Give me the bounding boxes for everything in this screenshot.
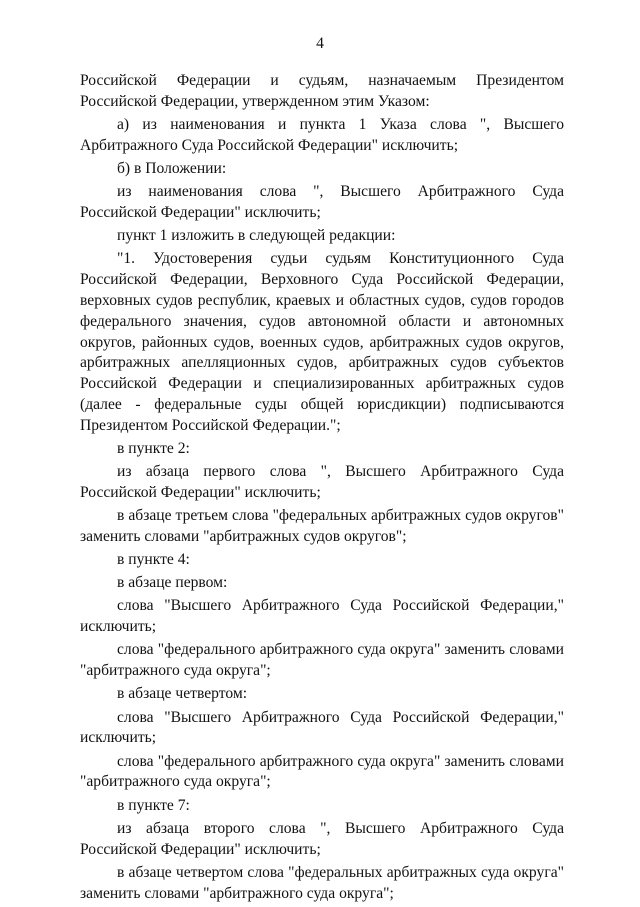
paragraph: из абзаца второго слова ", Высшего Арбитражного Суда Российской Федерации" исключить;	[80, 819, 564, 858]
paragraph: Российской Федерации и судьям, назначаемым Президентом Российской Федерации, утвержденном этим Указом:	[80, 72, 564, 110]
paragraph: слова "Высшего Арбитражного Суда Российской Федерации," исключить;	[80, 708, 564, 747]
paragraph: в абзаце четвертом слова "федеральных арбитражных суда округа" заменить словами "арбитражного суда округа";	[80, 863, 564, 902]
paragraph: в абзаце четвертом:	[117, 685, 248, 703]
paragraph: б) в Положении:	[117, 159, 227, 177]
paragraph: пункт 1 изложить в следующей редакции:	[117, 227, 396, 245]
paragraph: в пункте 2:	[117, 439, 190, 457]
paragraph: в пункте 4:	[117, 551, 190, 569]
paragraph: из абзаца первого слова ", Высшего Арбитражного Суда Российской Федерации" исключить;	[80, 463, 564, 501]
paragraph: слова "Высшего Арбитражного Суда Российской Федерации," исключить;	[80, 597, 564, 636]
paragraph: слова "федерального арбитражного суда округа" заменить словами "арбитражного суда округа";	[80, 752, 564, 791]
page-number: 4	[316, 35, 324, 52]
paragraph: слова "федерального арбитражного суда округа" заменить словами "арбитражного суда округа";	[80, 641, 564, 680]
paragraph: в пункте 7:	[117, 796, 190, 814]
paragraph: в абзаце третьем слова "федеральных арбитражных судов округов" заменить словами "арбитражных судов округов";	[80, 507, 564, 545]
document-body	[80, 71, 564, 907]
paragraph: из наименования слова ", Высшего Арбитражного Суда Российской Федерации" исключить;	[80, 183, 564, 221]
paragraph: "1. Удостоверения судьи судьям Конституционного Суда Российской Федерации, Верховного Суда Российской Федерации, верховных судов республик, краевых и областных судов, судов городов федерального значения, судов автономной области и автономных округов, районных судов, военных судов, арбитражных судов округов, арбитражных апелляционных судов, арбитражных судов субъектов Российской Федерации и специализированных арбитражных судов (далее - федеральные суды общей юрисдикции) подписываются Президентом Российской Федерации.";	[80, 250, 564, 434]
paragraph: в абзаце первом:	[117, 574, 228, 592]
paragraph: а) из наименования и пункта 1 Указа слова ", Высшего Арбитражного Суда Российской Федерации" исключить;	[80, 115, 564, 154]
